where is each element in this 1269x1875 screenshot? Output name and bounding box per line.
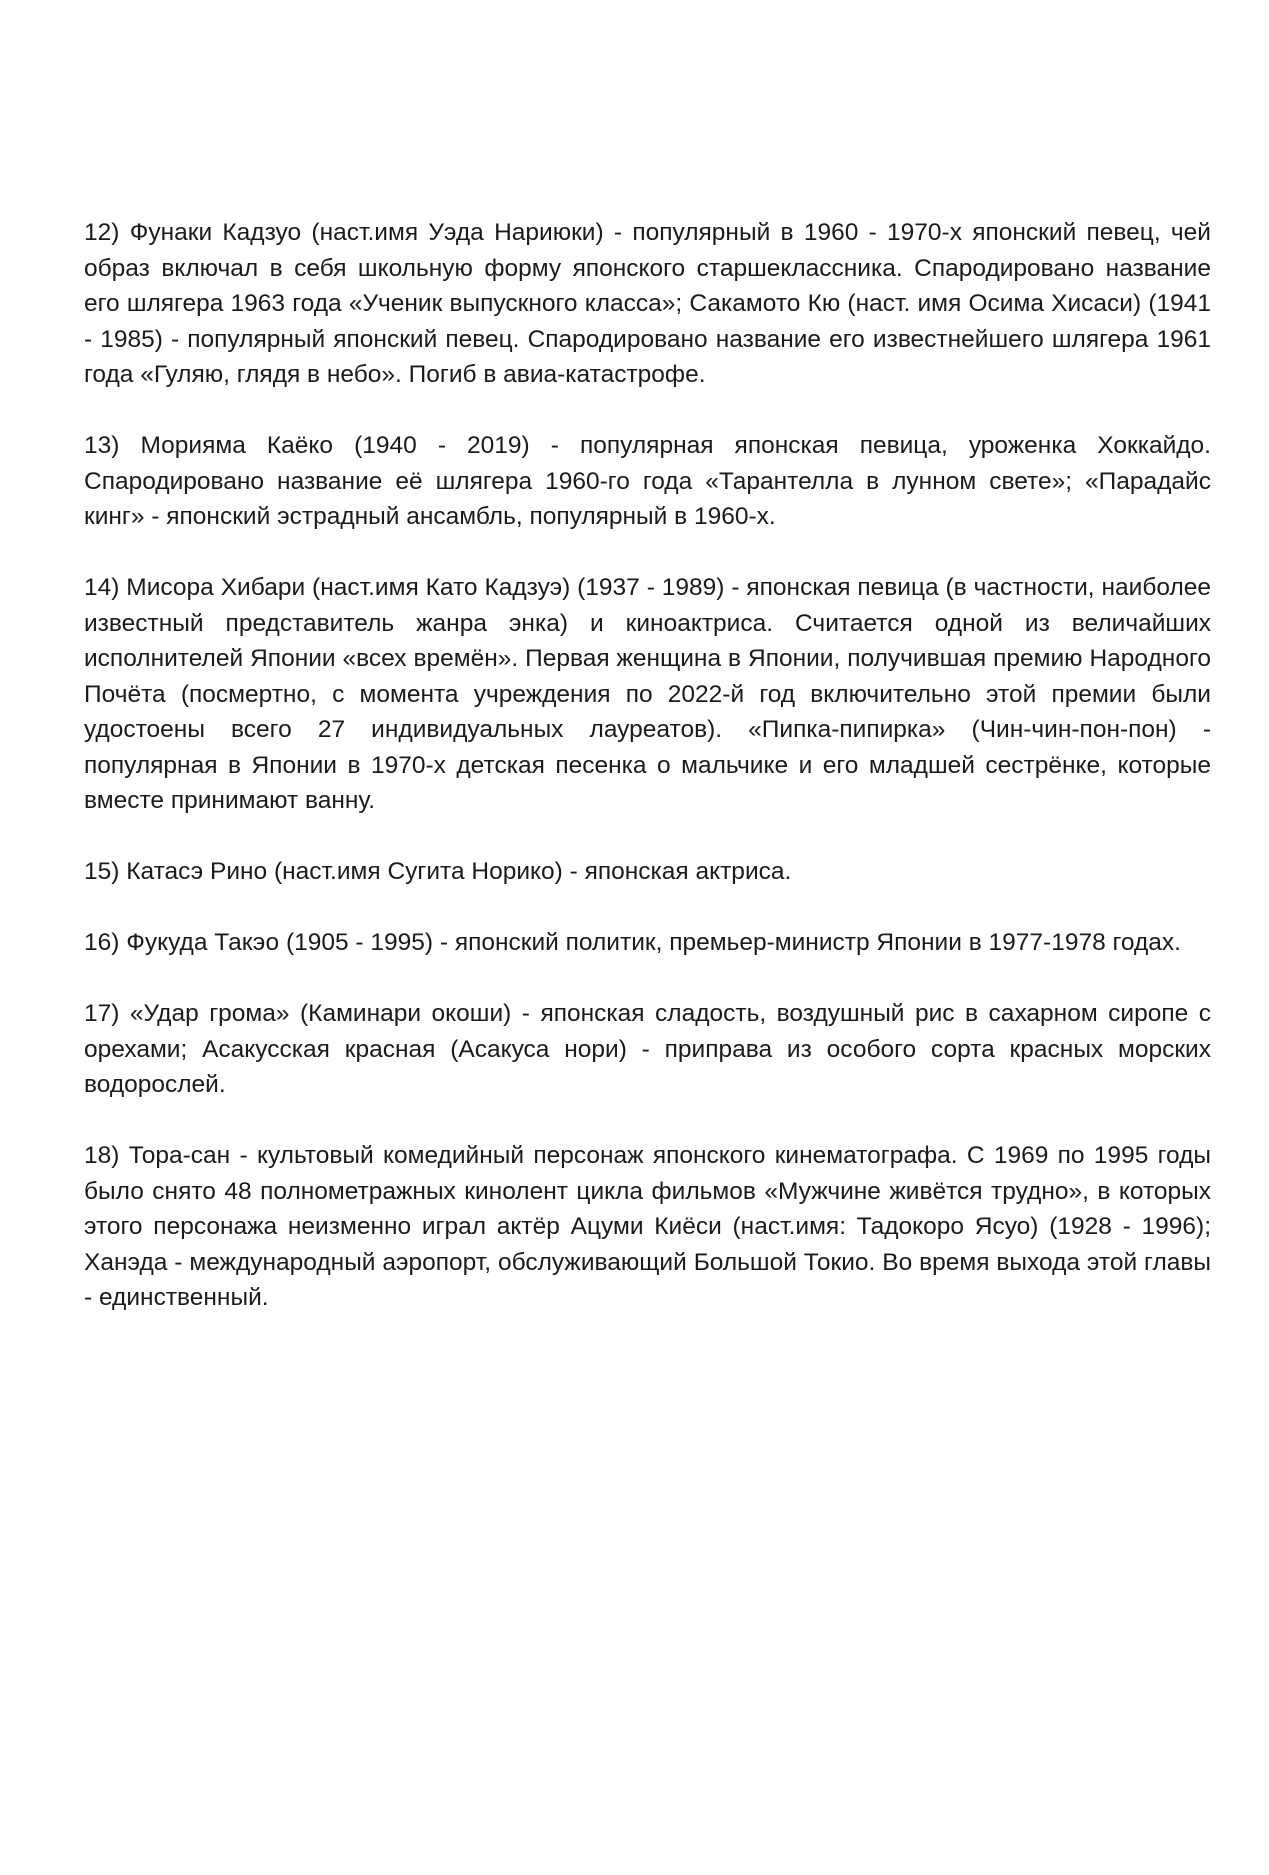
note-15: 15) Катасэ Рино (наст.имя Сугита Норико) - японская актриса.: [84, 858, 792, 885]
note-17: 17) «Удар грома» (Каминари окоши) - японская сладость, воздушный рис в сахарном сиропе с орехами; Асакусская красная (Асакуса нори) - приправа из особого сорта красных морских водорослей.: [84, 1000, 1211, 1098]
notes-page: [84, 215, 1211, 1351]
note-16: 16) Фукуда Такэо (1905 - 1995) - японский политик, премьер-министр Японии в 1977-1978 годах.: [84, 929, 1181, 956]
note-14: 14) Мисора Хибари (наст.имя Като Кадзуэ) (1937 - 1989) - японская певица (в частности, наиболее известный представитель жанра энка) и киноактриса. Считается одной из величайших исполнителей Японии «всех времён». Первая женщина в Японии, получившая премию Народного Почёта (посмертно, с момента учреждения по 2022-й год включительно этой премии были удостоены всего 27 индивидуальных лауреатов). «Пипка-пипирка» (Чин-чин-пон-пон) - популярная в Японии в 1970-х детская песенка о мальчике и его младшей сестрёнке, которые вместе принимают ванну.: [84, 574, 1211, 814]
note-18: 18) Тора-сан - культовый комедийный персонаж японского кинематографа. С 1969 по 1995 годы было снято 48 полнометражных кинолент цикла фильмов «Мужчине живётся трудно», в которых этого персонажа неизменно играл актёр Ацуми Киёси (наст.имя: Тадокоро Ясуо) (1928 - 1996); Ханэда - международный аэропорт, обслуживающий Большой Токио. Во время выхода этой главы - единственный.: [84, 1142, 1211, 1311]
note-13: 13) Морияма Каёко (1940 - 2019) - популярная японская певица, уроженка Хоккайдо. Спародировано название её шлягера 1960-го года «Тарантелла в лунном свете»; «Парадайс кинг» - японский эстрадный ансамбль, популярный в 1960-х.: [84, 432, 1211, 530]
note-12: 12) Фунаки Кадзуо (наст.имя Уэда Нариюки) - популярный в 1960 - 1970-х японский певец, чей образ включал в себя школьную форму японского старшеклассника. Спародировано название его шлягера 1963 года «Ученик выпускного класса»; Сакамото Кю (наст. имя Осима Хисаси) (1941 - 1985) - популярный японский певец. Спародировано название его известнейшего шлягера 1961 года «Гуляю, глядя в небо». Погиб в авиа-катастрофе.: [84, 219, 1211, 388]
